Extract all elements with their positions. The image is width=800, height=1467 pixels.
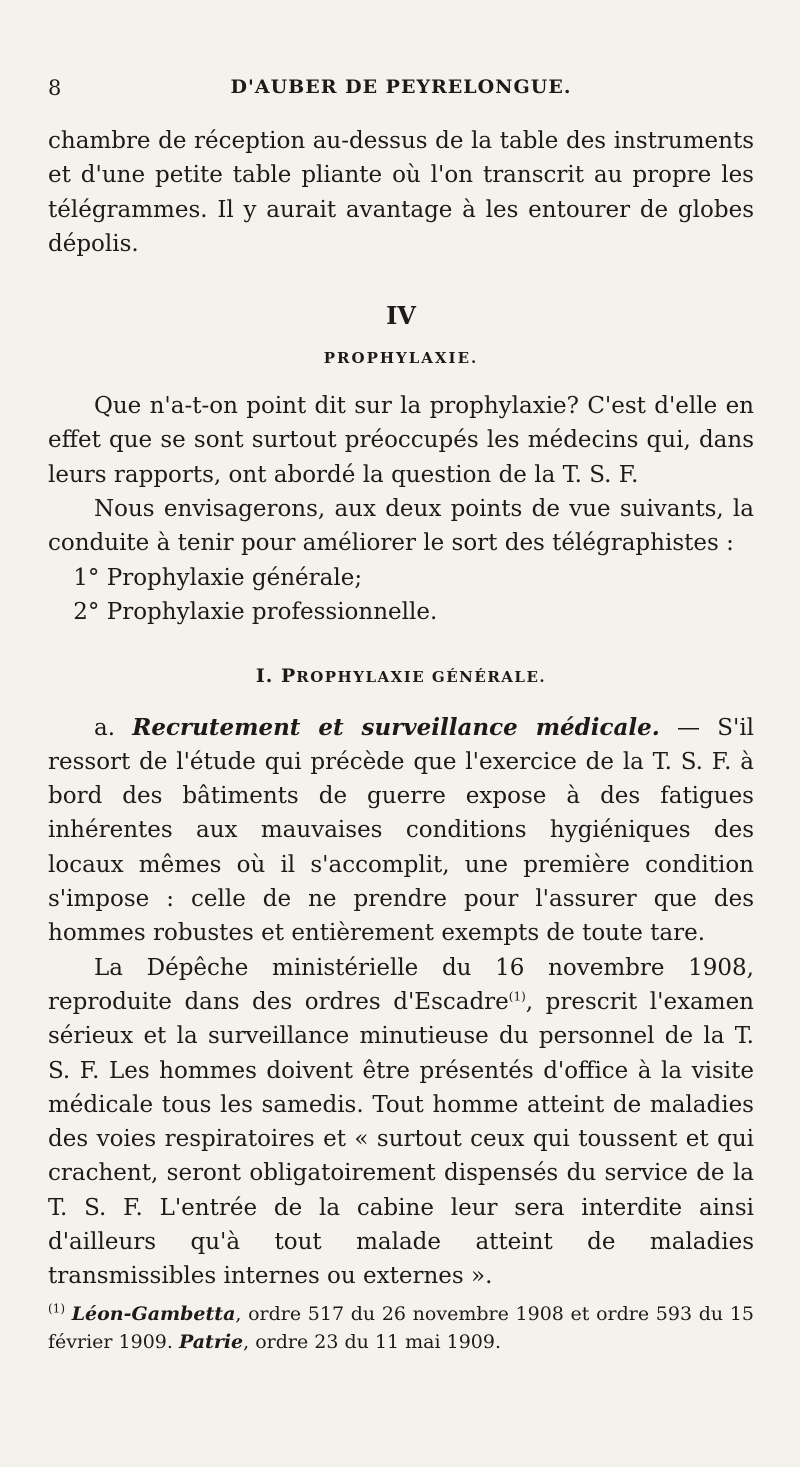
footnote-mark: (1) bbox=[48, 1301, 65, 1316]
subsection-smallcaps: ROPHYLAXIE GÉNÉRALE. bbox=[296, 668, 547, 687]
paragraph-continuation: chambre de réception au-dessus de la table des instruments et d'une petite table pliante où l'on transcrit au propre les télégrammes. Il y aurait avantage à les entourer de globes dépolis. bbox=[48, 128, 754, 257]
footnote-text-1: , ordre 517 du 26 novembre 1908 et ordre 593 du 15 février 1909. bbox=[48, 1303, 754, 1353]
running-head bbox=[48, 76, 754, 106]
body-text bbox=[48, 124, 754, 1294]
running-title: D'AUBER DE PEYRELONGUE. bbox=[230, 76, 572, 98]
paragraph-prophylaxie-intro: Que n'a-t-on point dit sur la prophylaxie? C'est d'elle en effet que se sont surtout préoccupés les médecins qui, dans leurs rapports, ont abordé la question de la T. S. F. bbox=[48, 393, 754, 488]
footnote-text-2: , ordre 23 du 11 mai 1909. bbox=[243, 1331, 502, 1353]
section-number: IV bbox=[386, 301, 416, 331]
run-in-heading: Recrutement et surveillance médicale. bbox=[132, 713, 660, 741]
list-item-prophylaxie-generale: 1° Prophylaxie générale; bbox=[73, 564, 363, 591]
paragraph-depeche-rest: , prescrit l'examen sérieux et la surveillance minutieuse du personnel de la T. S. F. Les hommes doivent être présentés d'office à la visite médicale tous les samedis. Tout homme atteint de maladies des voies respiratoires et « surtout ceux qui toussent et qui crachent, seront obligatoirement dispensés du service de la T. S. F. L'entrée de la cabine leur sera interdite ainsi d'ailleurs qu'à tout malade atteint de maladies transmissibles internes ou externes ». bbox=[48, 988, 754, 1290]
paragraph-depeche bbox=[48, 951, 754, 1294]
subsection-prefix: I. P bbox=[255, 665, 297, 688]
page-number: 8 bbox=[48, 76, 62, 100]
paragraph-recrutement-text: — S'il ressort de l'étude qui précède que l'exercice de la T. S. F. à bord des bâtiments de guerre expose à des fatigues inhérentes aux mauvaises conditions hygiéniques des locaux mêmes où il s'accomplit, une première condition s'impose : celle de ne prendre pour l'assurer que des hommes robustes et entièrement exempts de toute tare. bbox=[48, 714, 755, 947]
footnote-text bbox=[48, 1300, 754, 1356]
section-title: PROPHYLAXIE. bbox=[323, 349, 479, 368]
footnote-ship-2: Patrie bbox=[178, 1331, 244, 1353]
item-label: a. bbox=[94, 714, 116, 741]
paragraph-depeche-start: La Dépêche ministérielle du 16 novembre 1908, reproduite dans des ordres d'Escadre bbox=[48, 954, 754, 1015]
footnote-ship-1: Léon-Gambetta bbox=[71, 1303, 236, 1325]
subsection-heading bbox=[48, 659, 754, 694]
paragraph-points-de-vue: Nous envisagerons, aux deux points de vue suivants, la conduite à tenir pour améliorer le sort des télégraphistes : bbox=[48, 496, 754, 557]
footnote bbox=[48, 1300, 754, 1356]
list-item-prophylaxie-professionnelle: 2° Prophylaxie professionnelle. bbox=[73, 598, 438, 625]
footnote-reference: (1) bbox=[508, 989, 526, 1004]
paragraph-recrutement bbox=[48, 711, 754, 951]
